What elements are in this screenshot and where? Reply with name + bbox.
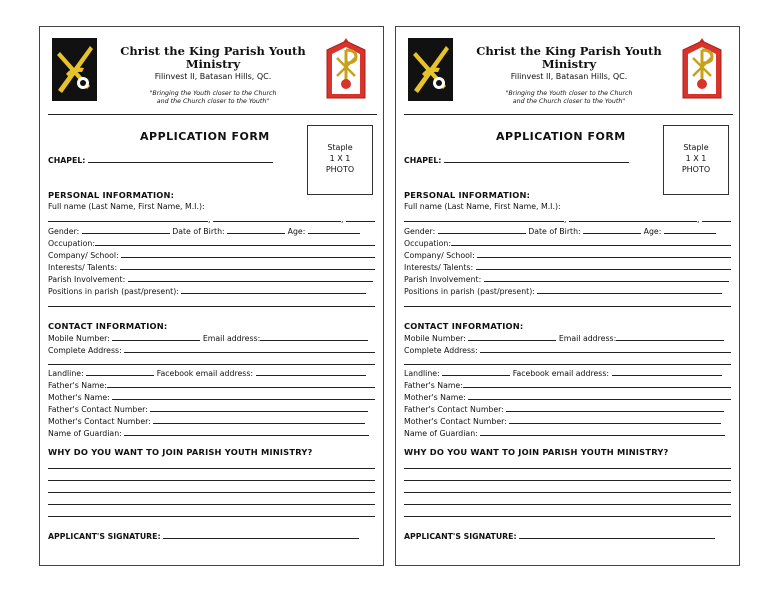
mobile-field[interactable] [112,332,200,341]
parish-involvement-label: Parish Involvement: [48,275,126,284]
why-answer-line[interactable] [48,480,375,481]
father-contact-label: Father's Contact Number: [404,405,504,414]
email-label: Email address: [558,334,617,343]
chi-rho-crest-icon [679,36,725,102]
chi-rho-crest-icon [323,36,369,102]
parish-involvement-field[interactable] [484,273,729,282]
landline-field[interactable] [86,367,154,376]
email-field[interactable] [260,332,368,341]
positions-field[interactable] [181,285,366,294]
contact-heading: CONTACT INFORMATION: [48,321,168,331]
positions-row [48,285,375,296]
signature-field[interactable] [519,530,715,539]
facebook-label: Facebook email address: [512,369,610,378]
father-contact-field[interactable] [506,403,724,412]
guardian-label: Name of Guardian: [48,429,122,438]
landline-label: Landline: [404,369,440,378]
father-name-field[interactable] [107,379,375,388]
father-name-label: Father's Name: [48,381,107,390]
occupation-label: Occupation: [48,239,95,248]
facebook-field[interactable] [256,367,366,376]
motto-line-2: and the Church closer to the Youth" [156,98,270,105]
mother-name-row [404,391,731,402]
last-name-field[interactable] [48,213,208,222]
org-motto [104,90,322,106]
age-field[interactable] [308,225,360,234]
mother-name-label: Mother's Name: [48,393,110,402]
interests-field[interactable] [476,261,731,270]
last-name-field[interactable] [404,213,564,222]
address-label: Complete Address: [404,346,478,355]
company-row [404,249,731,260]
company-field[interactable] [121,249,375,258]
address-extra-line[interactable] [48,364,375,365]
header-divider [48,114,377,115]
company-label: Company/ School: [48,251,119,260]
landline-row [404,367,731,378]
fullname-row: , , [48,213,375,224]
org-address: Filinvest II, Batasan Hills, QC. [510,72,628,81]
gender-label: Gender: [48,227,80,236]
email-field[interactable] [616,332,724,341]
org-header [460,45,678,106]
dob-label: Date of Birth: [172,227,225,236]
application-form-right [395,26,740,566]
why-answer-line[interactable] [48,492,375,493]
occupation-row [404,237,731,248]
fullname-label: Full name (Last Name, First Name, M.I.): [404,202,561,211]
address-row [404,344,731,355]
father-contact-row [404,403,731,414]
fullname-row: , , [404,213,731,224]
motto-line-1: "Bringing the Youth closer to the Church [505,90,633,97]
mobile-field[interactable] [468,332,556,341]
landline-row [48,367,375,378]
guardian-label: Name of Guardian: [404,429,478,438]
photo-line-3: PHOTO [325,165,355,174]
middle-initial-field[interactable] [346,213,375,222]
mobile-label: Mobile Number: [48,334,110,343]
application-form-left [39,26,384,566]
father-name-row [404,379,731,390]
occupation-label: Occupation: [404,239,451,248]
parish-involvement-label: Parish Involvement: [404,275,482,284]
positions-extra-line[interactable] [48,306,375,307]
mother-contact-row [404,415,731,426]
personal-heading: PERSONAL INFORMATION: [48,190,175,200]
father-name-label: Father's Name: [404,381,463,390]
mother-name-label: Mother's Name: [404,393,466,402]
mother-name-field[interactable] [468,391,731,400]
parish-involvement-row [404,273,731,284]
age-label: Age: [643,227,662,236]
address-field[interactable] [124,344,375,353]
first-name-field[interactable] [213,213,341,222]
chapel-row [48,154,375,165]
interests-field[interactable] [120,261,375,270]
guardian-row [48,427,375,438]
middle-initial-field[interactable] [702,213,731,222]
motto-line-2: and the Church closer to the Youth" [512,98,626,105]
signature-label: APPLICANT'S SIGNATURE: [48,532,161,541]
motto-line-1: "Bringing the Youth closer to the Church [149,90,277,97]
company-label: Company/ School: [404,251,475,260]
facebook-field[interactable] [612,367,722,376]
org-motto [460,90,678,106]
why-answer-line[interactable] [404,480,731,481]
why-answer-line[interactable] [404,492,731,493]
christ-the-king-emblem-icon [52,38,97,101]
company-field[interactable] [477,249,731,258]
mobile-label: Mobile Number: [404,334,466,343]
parish-involvement-row [48,273,375,284]
interests-row [404,261,731,272]
interests-label: Interests/ Talents: [48,263,118,272]
christ-the-king-emblem-icon [408,38,453,101]
why-answer-line[interactable] [404,516,731,517]
why-heading: WHY DO YOU WANT TO JOIN PARISH YOUTH MINISTRY? [48,447,313,457]
why-answer-line[interactable] [404,504,731,505]
form-title: APPLICATION FORM [140,130,270,143]
gender-label: Gender: [404,227,436,236]
contact-heading: CONTACT INFORMATION: [404,321,524,331]
positions-field[interactable] [537,285,722,294]
org-address: Filinvest II, Batasan Hills, QC. [154,72,272,81]
positions-label: Positions in parish (past/present): [404,287,535,296]
landline-label: Landline: [48,369,84,378]
facebook-label: Facebook email address: [156,369,254,378]
gender-row [404,225,731,236]
father-name-row [48,379,375,390]
landline-field[interactable] [442,367,510,376]
father-contact-row [48,403,375,414]
photo-line-1: Staple [327,143,353,152]
occupation-row [48,237,375,248]
mother-contact-label: Mother's Contact Number: [48,417,151,426]
mother-contact-label: Mother's Contact Number: [404,417,507,426]
address-field[interactable] [480,344,731,353]
gender-field[interactable] [438,225,526,234]
dob-field[interactable] [227,225,285,234]
dob-field[interactable] [583,225,641,234]
chapel-label: CHAPEL: [48,156,86,165]
form-title: APPLICATION FORM [496,130,626,143]
address-label: Complete Address: [48,346,122,355]
why-answer-line[interactable] [404,468,731,469]
header-divider [404,114,733,115]
photo-line-3: PHOTO [681,165,711,174]
guardian-row [404,427,731,438]
interests-label: Interests/ Talents: [404,263,474,272]
email-label: Email address: [202,334,261,343]
photo-line-2: 1 X 1 [685,154,707,163]
why-answer-line[interactable] [48,516,375,517]
mother-name-field[interactable] [112,391,375,400]
father-contact-label: Father's Contact Number: [48,405,148,414]
guardian-field[interactable] [480,427,725,436]
fullname-label: Full name (Last Name, First Name, M.I.): [48,202,205,211]
father-name-field[interactable] [463,379,731,388]
address-extra-line[interactable] [404,364,731,365]
mother-contact-field[interactable] [153,415,365,424]
mother-contact-field[interactable] [509,415,721,424]
gender-row [48,225,375,236]
org-title: Christ the King Parish Youth Ministry [120,44,306,71]
chapel-label: CHAPEL: [404,156,442,165]
company-row [48,249,375,260]
parish-involvement-field[interactable] [128,273,373,282]
father-contact-field[interactable] [150,403,368,412]
photo-line-2: 1 X 1 [329,154,351,163]
personal-heading: PERSONAL INFORMATION: [404,190,531,200]
signature-row [404,530,731,541]
guardian-field[interactable] [124,427,369,436]
mobile-row [48,332,375,343]
mother-name-row [48,391,375,402]
mother-contact-row [48,415,375,426]
mobile-row [404,332,731,343]
chapel-row [404,154,731,165]
photo-line-1: Staple [683,143,709,152]
age-label: Age: [287,227,306,236]
occupation-field[interactable] [95,237,375,246]
occupation-field[interactable] [451,237,731,246]
why-heading: WHY DO YOU WANT TO JOIN PARISH YOUTH MINISTRY? [404,447,669,457]
first-name-field[interactable] [569,213,697,222]
signature-row [48,530,375,541]
org-title: Christ the King Parish Youth Ministry [476,44,662,71]
positions-label: Positions in parish (past/present): [48,287,179,296]
dob-label: Date of Birth: [528,227,581,236]
why-answer-line[interactable] [48,504,375,505]
why-answer-line[interactable] [48,468,375,469]
chapel-field[interactable] [444,154,629,163]
signature-field[interactable] [163,530,359,539]
org-header [104,45,322,106]
age-field[interactable] [664,225,716,234]
signature-label: APPLICANT'S SIGNATURE: [404,532,517,541]
positions-row [404,285,731,296]
interests-row [48,261,375,272]
chapel-field[interactable] [88,154,273,163]
gender-field[interactable] [82,225,170,234]
positions-extra-line[interactable] [404,306,731,307]
address-row [48,344,375,355]
